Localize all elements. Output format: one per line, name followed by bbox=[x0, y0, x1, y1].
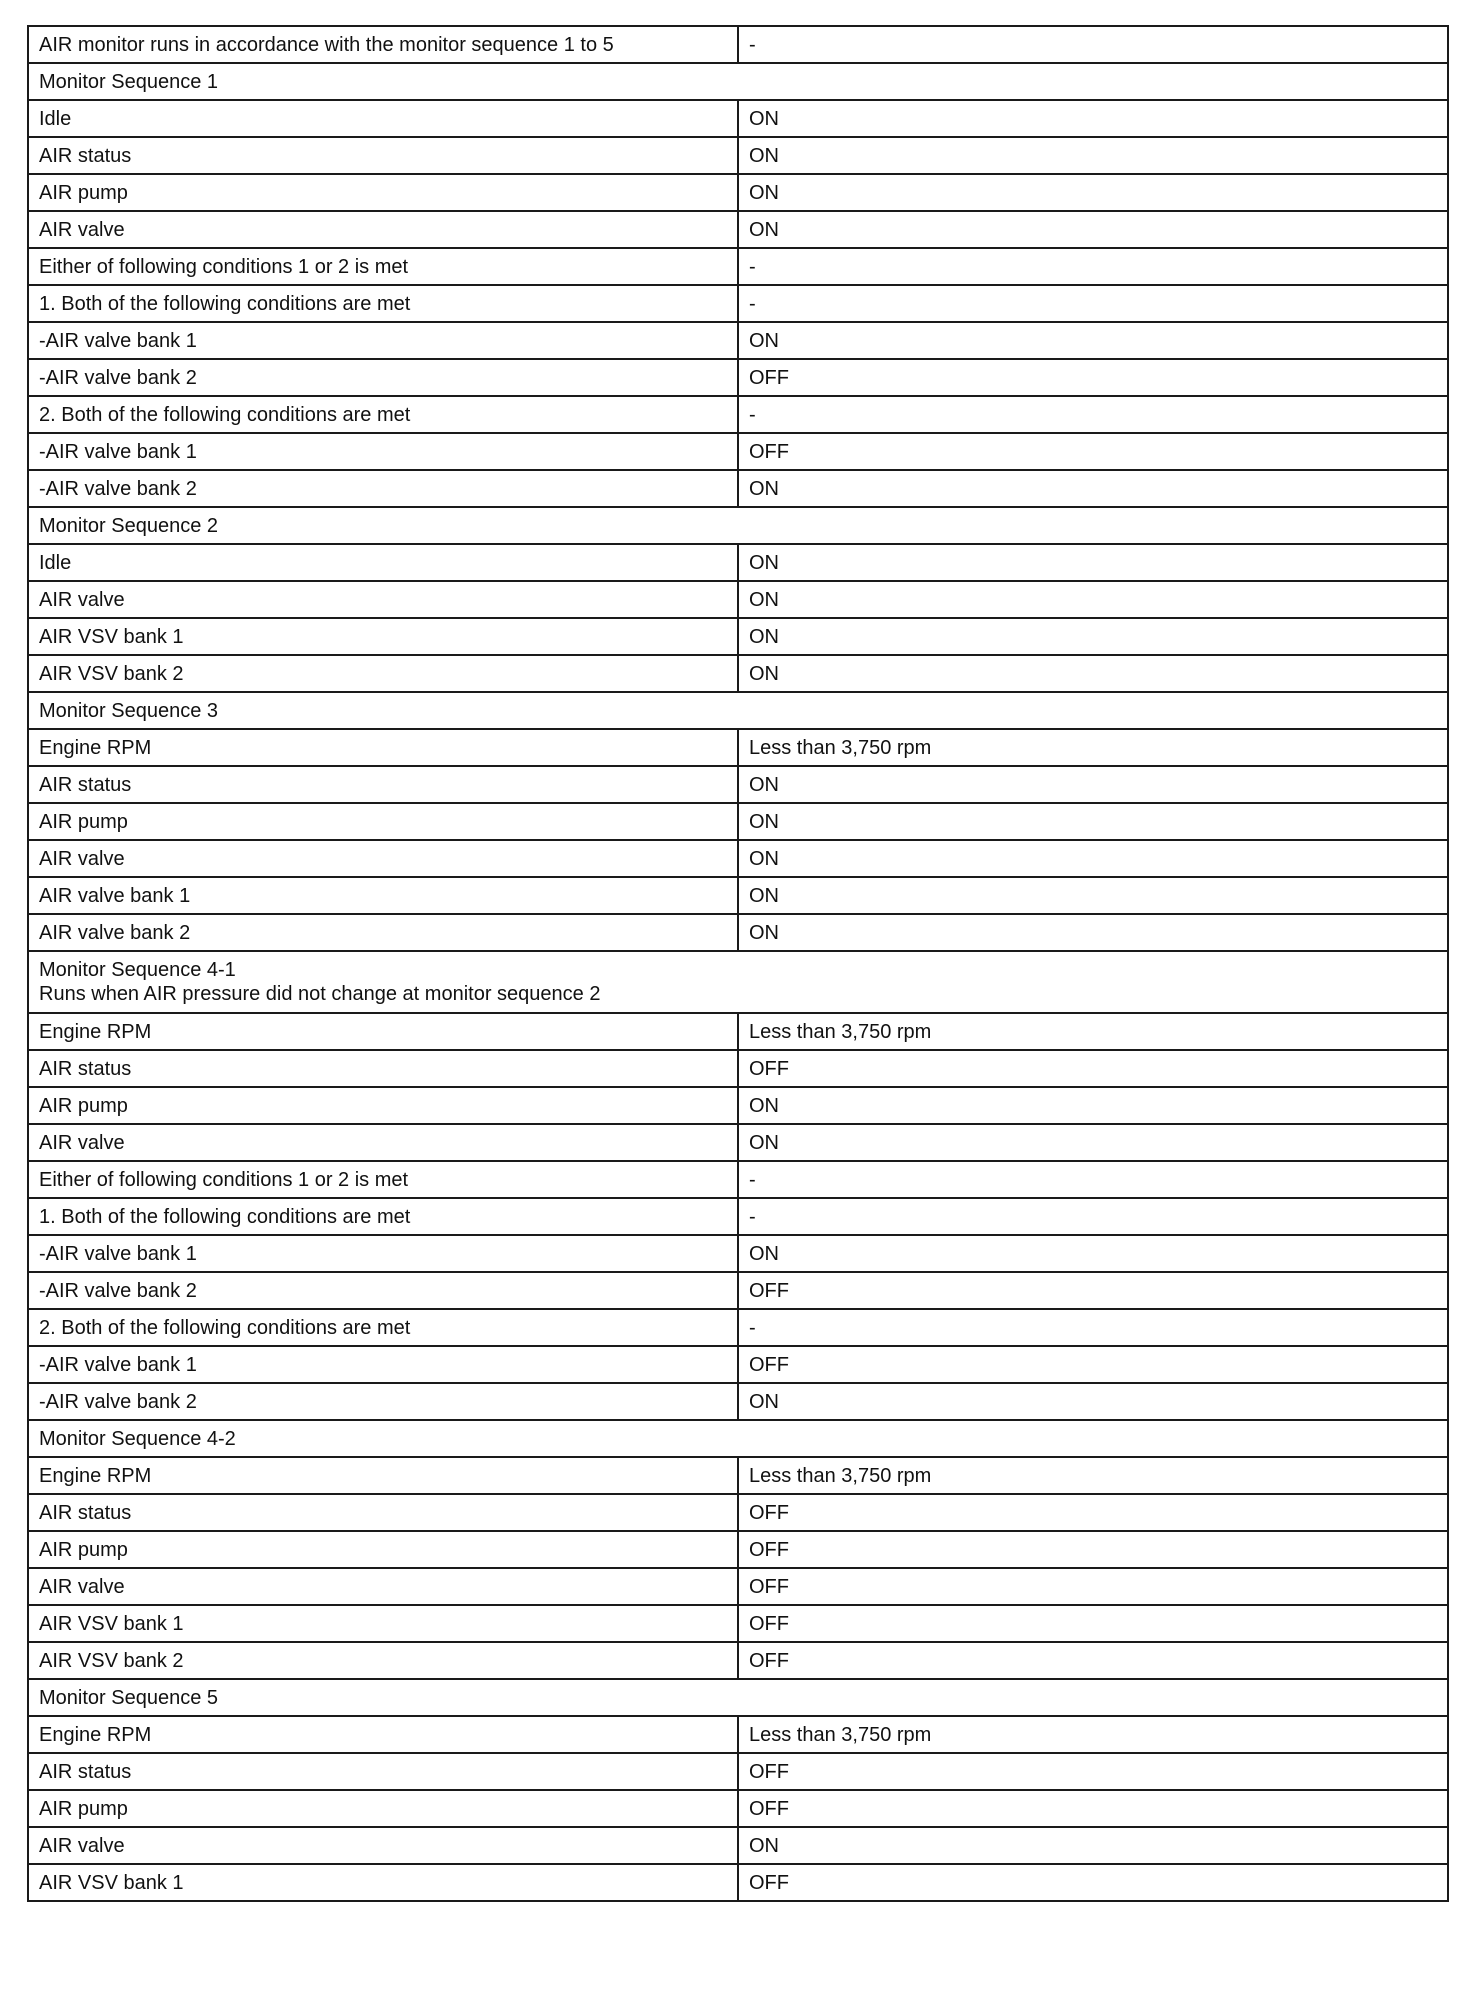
condition-value: ON bbox=[738, 1235, 1448, 1272]
condition-value: ON bbox=[738, 914, 1448, 951]
condition-value: OFF bbox=[738, 1531, 1448, 1568]
condition-label: AIR valve bank 1 bbox=[28, 877, 738, 914]
condition-value: OFF bbox=[738, 1050, 1448, 1087]
condition-label: Engine RPM bbox=[28, 1716, 738, 1753]
section-title bbox=[28, 1679, 1448, 1716]
table-row bbox=[28, 1864, 1448, 1901]
table-row bbox=[28, 1383, 1448, 1420]
table-row bbox=[28, 1716, 1448, 1753]
condition-label: AIR valve bbox=[28, 1568, 738, 1605]
condition-label: AIR VSV bank 1 bbox=[28, 1864, 738, 1901]
section-title-line: Monitor Sequence 4-1 bbox=[39, 959, 236, 981]
condition-label: AIR valve bbox=[28, 840, 738, 877]
condition-value: OFF bbox=[738, 433, 1448, 470]
condition-label: AIR VSV bank 1 bbox=[28, 618, 738, 655]
condition-value: ON bbox=[738, 1827, 1448, 1864]
condition-value: Less than 3,750 rpm bbox=[738, 1457, 1448, 1494]
condition-label: AIR valve bbox=[28, 581, 738, 618]
condition-value: Less than 3,750 rpm bbox=[738, 1716, 1448, 1753]
condition-label: Engine RPM bbox=[28, 1013, 738, 1050]
table-row bbox=[28, 248, 1448, 285]
table-row bbox=[28, 1346, 1448, 1383]
section-title-line: Monitor Sequence 2 bbox=[39, 514, 219, 537]
condition-value: - bbox=[738, 1198, 1448, 1235]
condition-label: Engine RPM bbox=[28, 729, 738, 766]
condition-value: OFF bbox=[738, 1790, 1448, 1827]
table-row bbox=[28, 1605, 1448, 1642]
condition-value: ON bbox=[738, 322, 1448, 359]
table-row bbox=[28, 1494, 1448, 1531]
condition-value: OFF bbox=[738, 359, 1448, 396]
condition-label: AIR pump bbox=[28, 174, 738, 211]
condition-value: ON bbox=[738, 803, 1448, 840]
table-row bbox=[28, 877, 1448, 914]
condition-label: -AIR valve bank 2 bbox=[28, 1272, 738, 1309]
condition-label: 2. Both of the following conditions are met bbox=[28, 1309, 738, 1346]
table-row bbox=[28, 359, 1448, 396]
condition-value: OFF bbox=[738, 1346, 1448, 1383]
section-header-row bbox=[28, 1420, 1448, 1457]
section-title-line: Monitor Sequence 5 bbox=[39, 1686, 219, 1709]
section-title bbox=[28, 692, 1448, 729]
condition-label: AIR status bbox=[28, 1050, 738, 1087]
condition-label: AIR valve bank 2 bbox=[28, 914, 738, 951]
condition-value: - bbox=[738, 396, 1448, 433]
condition-label: AIR VSV bank 2 bbox=[28, 655, 738, 692]
table-row bbox=[28, 914, 1448, 951]
condition-label: 1. Both of the following conditions are met bbox=[28, 285, 738, 322]
section-title-line: Runs when AIR pressure did not change at monitor sequence 2 bbox=[39, 983, 601, 1005]
section-title bbox=[28, 951, 1448, 1013]
table-row bbox=[28, 1198, 1448, 1235]
condition-label: -AIR valve bank 2 bbox=[28, 359, 738, 396]
table-row bbox=[28, 1272, 1448, 1309]
table-row bbox=[28, 1087, 1448, 1124]
table-row bbox=[28, 1124, 1448, 1161]
section-title bbox=[28, 1420, 1448, 1457]
table-row bbox=[28, 1790, 1448, 1827]
condition-label: AIR monitor runs in accordance with the monitor sequence 1 to 5 bbox=[28, 26, 738, 63]
table-body bbox=[28, 26, 1448, 1901]
table-row bbox=[28, 766, 1448, 803]
table-row bbox=[28, 137, 1448, 174]
section-title-line: Monitor Sequence 4-2 bbox=[39, 1427, 236, 1450]
table-row bbox=[28, 1568, 1448, 1605]
condition-label: Idle bbox=[28, 100, 738, 137]
condition-label: AIR status bbox=[28, 137, 738, 174]
section-header-row bbox=[28, 692, 1448, 729]
table-row bbox=[28, 1827, 1448, 1864]
condition-value: - bbox=[738, 285, 1448, 322]
condition-value: Less than 3,750 rpm bbox=[738, 729, 1448, 766]
condition-value: - bbox=[738, 248, 1448, 285]
condition-value: ON bbox=[738, 877, 1448, 914]
table-row bbox=[28, 1531, 1448, 1568]
condition-value: ON bbox=[738, 174, 1448, 211]
table-row bbox=[28, 100, 1448, 137]
condition-value: ON bbox=[738, 100, 1448, 137]
table-row bbox=[28, 174, 1448, 211]
table-row bbox=[28, 729, 1448, 766]
condition-label: AIR pump bbox=[28, 1531, 738, 1568]
condition-label: AIR pump bbox=[28, 803, 738, 840]
table-row bbox=[28, 211, 1448, 248]
section-title-line: Monitor Sequence 1 bbox=[39, 70, 219, 93]
condition-value: ON bbox=[738, 766, 1448, 803]
table-row bbox=[28, 285, 1448, 322]
condition-label: -AIR valve bank 1 bbox=[28, 1235, 738, 1272]
condition-label: Either of following conditions 1 or 2 is met bbox=[28, 248, 738, 285]
condition-label: AIR VSV bank 2 bbox=[28, 1642, 738, 1679]
condition-label: AIR valve bbox=[28, 211, 738, 248]
condition-label: -AIR valve bank 1 bbox=[28, 433, 738, 470]
section-title-line: Monitor Sequence 3 bbox=[39, 699, 219, 722]
condition-value: ON bbox=[738, 137, 1448, 174]
monitor-conditions-table bbox=[27, 25, 1449, 1902]
condition-label: AIR status bbox=[28, 1494, 738, 1531]
table-row bbox=[28, 581, 1448, 618]
condition-value: OFF bbox=[738, 1642, 1448, 1679]
condition-label: -AIR valve bank 1 bbox=[28, 1346, 738, 1383]
table-row bbox=[28, 1161, 1448, 1198]
condition-label: AIR VSV bank 1 bbox=[28, 1605, 738, 1642]
table-row bbox=[28, 1457, 1448, 1494]
condition-value: - bbox=[738, 1309, 1448, 1346]
condition-label: 2. Both of the following conditions are met bbox=[28, 396, 738, 433]
table-row bbox=[28, 1013, 1448, 1050]
section-title bbox=[28, 507, 1448, 544]
condition-value: OFF bbox=[738, 1568, 1448, 1605]
table-row bbox=[28, 1642, 1448, 1679]
section-title bbox=[28, 63, 1448, 100]
condition-value: OFF bbox=[738, 1753, 1448, 1790]
table-row bbox=[28, 433, 1448, 470]
table-row bbox=[28, 1753, 1448, 1790]
condition-value: - bbox=[738, 1161, 1448, 1198]
table-row bbox=[28, 803, 1448, 840]
table-row bbox=[28, 1050, 1448, 1087]
table-row bbox=[28, 470, 1448, 507]
condition-label: -AIR valve bank 2 bbox=[28, 470, 738, 507]
condition-value: OFF bbox=[738, 1605, 1448, 1642]
table-row bbox=[28, 1235, 1448, 1272]
condition-value: ON bbox=[738, 1124, 1448, 1161]
table-row bbox=[28, 655, 1448, 692]
table-row bbox=[28, 544, 1448, 581]
table-row bbox=[28, 396, 1448, 433]
table-row bbox=[28, 840, 1448, 877]
condition-label: Either of following conditions 1 or 2 is met bbox=[28, 1161, 738, 1198]
condition-label: AIR status bbox=[28, 1753, 738, 1790]
condition-value: ON bbox=[738, 544, 1448, 581]
condition-value: ON bbox=[738, 581, 1448, 618]
condition-label: AIR valve bbox=[28, 1124, 738, 1161]
condition-value: ON bbox=[738, 618, 1448, 655]
condition-label: AIR pump bbox=[28, 1087, 738, 1124]
section-header-row bbox=[28, 1679, 1448, 1716]
condition-value: OFF bbox=[738, 1272, 1448, 1309]
condition-value: OFF bbox=[738, 1494, 1448, 1531]
table-row bbox=[28, 618, 1448, 655]
table-row bbox=[28, 1309, 1448, 1346]
condition-label: Idle bbox=[28, 544, 738, 581]
condition-label: AIR valve bbox=[28, 1827, 738, 1864]
condition-label: AIR status bbox=[28, 766, 738, 803]
condition-value: Less than 3,750 rpm bbox=[738, 1013, 1448, 1050]
condition-value: ON bbox=[738, 211, 1448, 248]
section-header-row bbox=[28, 63, 1448, 100]
table-row bbox=[28, 322, 1448, 359]
condition-label: -AIR valve bank 2 bbox=[28, 1383, 738, 1420]
condition-value: ON bbox=[738, 1383, 1448, 1420]
condition-label: Engine RPM bbox=[28, 1457, 738, 1494]
condition-value: ON bbox=[738, 840, 1448, 877]
condition-value: ON bbox=[738, 470, 1448, 507]
condition-value: ON bbox=[738, 1087, 1448, 1124]
condition-value: ON bbox=[738, 655, 1448, 692]
condition-label: -AIR valve bank 1 bbox=[28, 322, 738, 359]
section-header-row bbox=[28, 507, 1448, 544]
condition-value: OFF bbox=[738, 1864, 1448, 1901]
condition-label: AIR pump bbox=[28, 1790, 738, 1827]
condition-value: - bbox=[738, 26, 1448, 63]
condition-label: 1. Both of the following conditions are met bbox=[28, 1198, 738, 1235]
section-header-row bbox=[28, 951, 1448, 1013]
table-row bbox=[28, 26, 1448, 63]
